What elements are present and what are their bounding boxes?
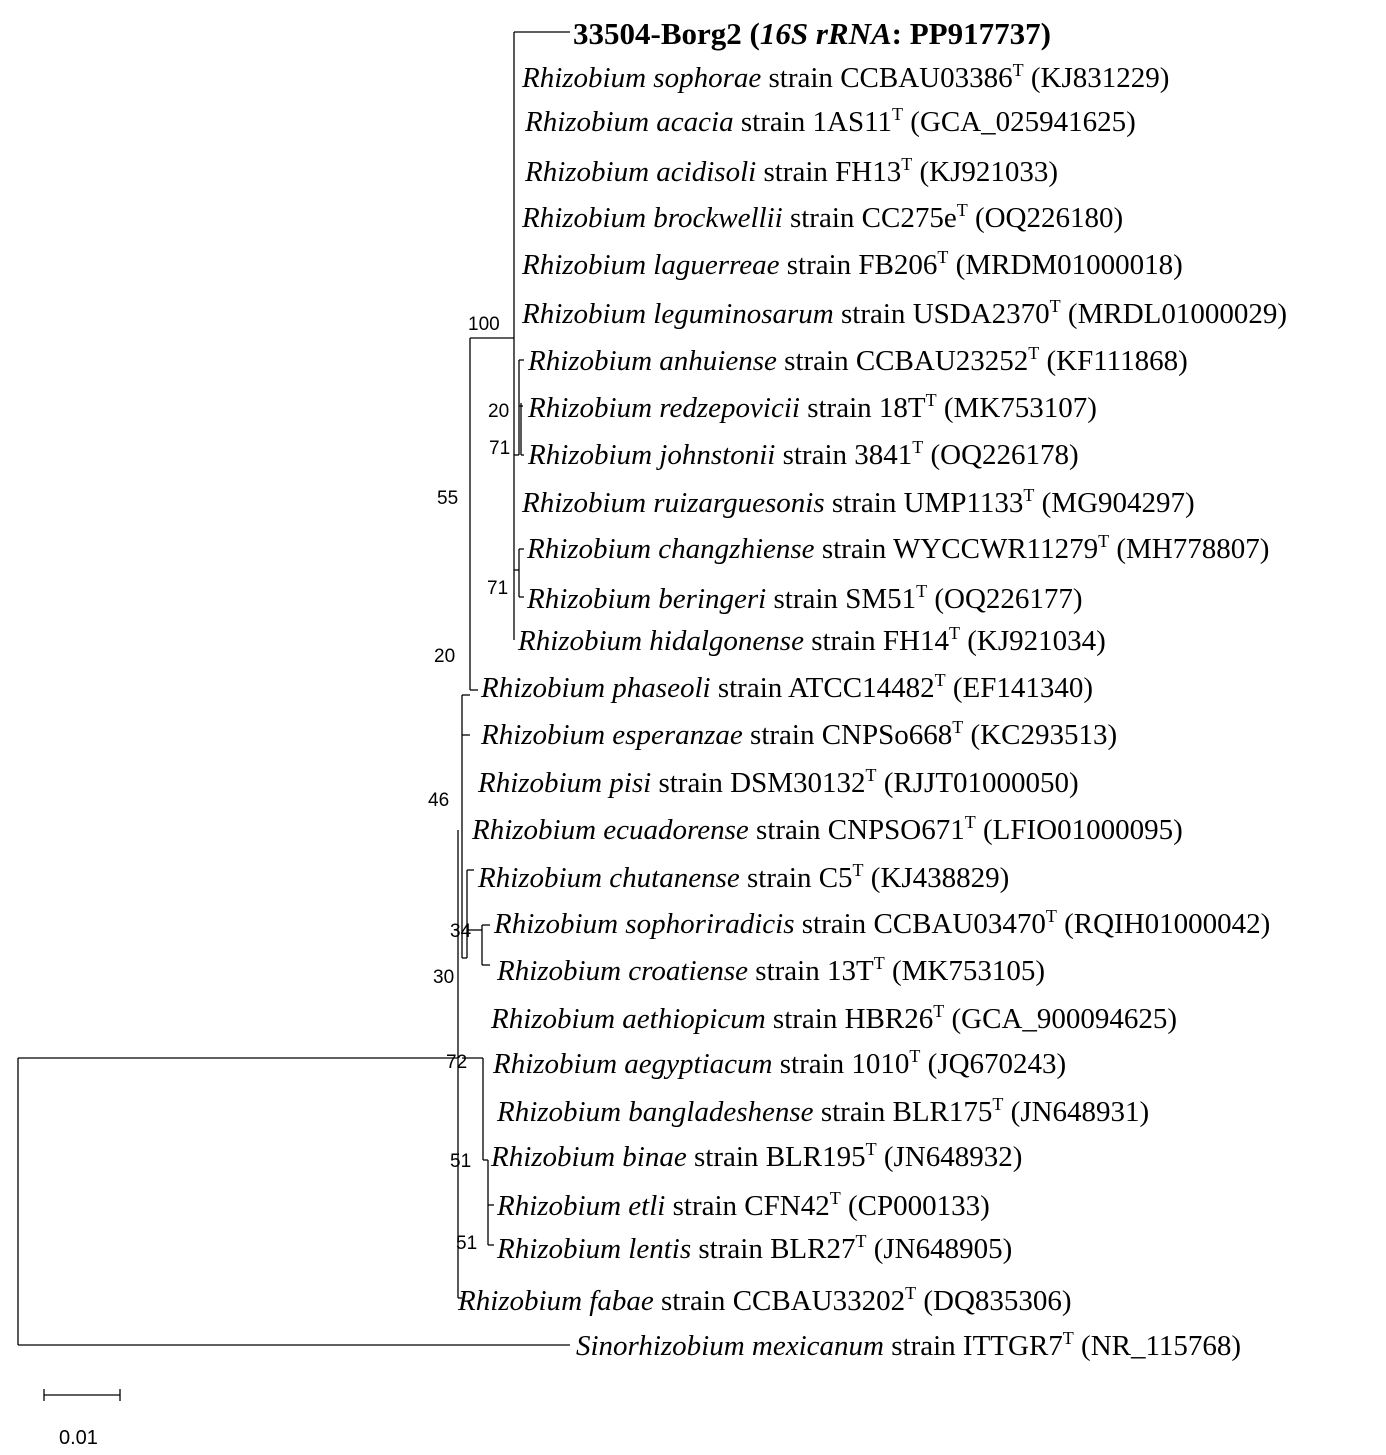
taxon-label [521,200,1123,234]
taxon-accession: (JN648905) [866,1233,1013,1265]
taxon-genus: Rhizobium acidisoli [525,156,757,188]
taxon-label [521,247,1183,281]
taxon-strain: 13T [826,955,874,987]
taxon-genus: Rhizobium beringeri [527,583,767,615]
taxon-strain: CCBAU23252 [855,345,1029,377]
taxon-accession: (RJJT01000050) [876,767,1079,799]
type-strain-mark: T [964,812,976,832]
type-strain-mark: T [873,953,885,973]
taxon-strain: CFN42 [744,1190,830,1222]
taxon-strain: SM51 [845,583,917,615]
taxon-label [471,812,1183,846]
taxon-label [492,1046,1066,1080]
taxon-strain-word: strain [782,202,862,234]
type-strain-mark: T [1098,531,1110,551]
taxon-strain: ATCC14482 [787,672,935,704]
taxon-accession: (OQ226178) [923,439,1079,471]
taxon-strain-word: strain [799,392,879,424]
taxon-genus: Rhizobium sophorae [522,62,762,94]
taxon-accession: (GCA_900094625) [944,1003,1178,1035]
taxon-strain: BLR175 [892,1096,993,1128]
taxon-strain-word: strain [794,908,874,940]
taxon-genus: Rhizobium sophoriradicis [494,908,795,940]
taxon-label [517,623,1106,657]
type-strain-mark: T [1062,1328,1074,1348]
taxon-label [496,1094,1149,1128]
bootstrap-value: 100 [468,314,500,335]
taxon-strain: CC275e [861,202,957,234]
taxon-label [477,860,1009,894]
taxon-label [490,1139,1022,1173]
taxon-genus: Rhizobium johnstonii [528,439,776,471]
taxon-genus: Rhizobium lentis [497,1233,692,1265]
taxon-accession: (MK753107) [936,392,1097,424]
bootstrap-value: 20 [434,646,456,667]
taxon-genus: Rhizobium ecuadorense [472,814,749,846]
taxon-label [480,670,1093,704]
taxon-genus: Rhizobium acacia [525,106,734,138]
taxon-strain-word: strain [651,767,731,799]
taxon-strain: FH13 [835,156,902,188]
taxon-label [480,717,1117,751]
taxon-strain: C5 [818,862,853,894]
type-strain-mark: T [901,154,913,174]
taxon-label [526,581,1083,615]
taxon-label [527,437,1079,471]
scale-bar [44,1389,120,1449]
taxon-strain-word: strain [761,62,841,94]
type-strain-mark: T [855,1231,867,1251]
taxon-strain-word: strain [766,583,846,615]
taxon-accession: (GCA_025941625) [903,106,1136,138]
bootstrap-value: 71 [487,578,509,599]
taxon-strain: FB206 [858,249,938,281]
taxon-genus: Rhizobium bangladeshense [497,1096,814,1128]
taxon-genus: Rhizobium ruizarguesonis [522,487,825,519]
type-strain-mark: T [905,1283,917,1303]
taxon-genus: Rhizobium aegyptiacum [493,1048,773,1080]
type-strain-mark: T [865,1139,877,1159]
taxon-label [576,1328,1241,1362]
taxon-accession: (JN648932) [876,1141,1023,1173]
taxon-accession: (KJ831229) [1023,62,1170,94]
taxon-label [477,765,1079,799]
bootstrap-value: 20 [488,401,510,422]
type-strain-mark: T [933,1001,945,1021]
type-strain-mark: T [916,581,928,601]
taxon-strain: DSM30132 [730,767,866,799]
taxon-accession: (MH778807) [1109,533,1270,565]
bootstrap-value: 72 [446,1052,468,1073]
taxon-genus: Rhizobium fabae [458,1285,654,1317]
query-taxon-label: 33504-Borg2 (16S rRNA: PP917737) [573,16,1051,51]
taxon-strain-word: strain [803,625,883,657]
taxon-strain-word: strain [883,1330,963,1362]
taxon-strain: CCBAU03386 [840,62,1013,94]
taxon-accession: (JN648931) [1003,1096,1150,1128]
taxon-label [524,104,1136,138]
taxon-genus: Rhizobium binae [491,1141,687,1173]
taxon-strain-word: strain [665,1190,745,1222]
taxon-label [524,154,1058,188]
type-strain-mark: T [934,670,946,690]
taxon-accession: (MK753105) [884,955,1045,987]
taxon-accession: (DQ835306) [916,1285,1072,1317]
taxon-accession: (NR_115768) [1073,1330,1242,1362]
taxon-label [521,60,1169,94]
scale-bar-label: 0.01 [59,1427,98,1449]
taxon-accession: (KC293513) [963,719,1118,751]
taxon-strain: CNPSo668 [821,719,953,751]
taxon-genus: Rhizobium hidalgonense [518,625,804,657]
taxon-strain-word: strain [710,672,788,704]
bootstrap-value: 34 [450,921,472,942]
type-strain-mark: T [909,1046,921,1066]
taxon-strain-word: strain [813,1096,893,1128]
taxon-strain-word: strain [686,1141,766,1173]
query-name: 33504-Borg2 [573,16,742,51]
taxon-label [496,1188,990,1222]
taxon-strain: 3841 [854,439,913,471]
type-strain-mark: T [829,1188,841,1208]
taxon-strain: CNPSO671 [827,814,965,846]
taxon-accession: (EF141340) [945,672,1093,704]
taxon-label [457,1283,1072,1317]
taxon-strain-word: strain [733,106,813,138]
taxon-accession: (MG904297) [1034,487,1195,519]
type-strain-mark: T [1023,485,1035,505]
taxon-strain-word: strain [814,533,893,565]
taxon-accession: (LFIO01000095) [975,814,1183,846]
taxon-strain-word: strain [824,487,904,519]
taxon-accession: (KJ438829) [863,862,1010,894]
type-strain-mark: T [865,765,877,785]
taxon-label [490,1001,1177,1035]
type-strain-mark: T [937,247,949,267]
taxon-accession: (KF111868) [1039,345,1188,377]
bootstrap-value: 71 [489,438,511,459]
taxon-label [496,1231,1012,1265]
taxon-genus: Rhizobium esperanzae [481,719,743,751]
taxon-strain-word: strain [653,1285,733,1317]
taxon-strain: 1AS11 [812,106,893,138]
type-strain-mark: T [892,104,904,124]
bootstrap-value: 55 [437,488,459,509]
taxon-strain: HBR26 [844,1003,934,1035]
taxon-accession: (RQIH01000042) [1056,908,1271,940]
taxon-strain-word: strain [739,862,819,894]
taxon-genus: Rhizobium changzhiense [527,533,815,565]
taxon-genus: Sinorhizobium mexicanum [576,1330,884,1362]
type-strain-mark: T [925,390,937,410]
taxon-strain: 1010 [851,1048,910,1080]
taxon-strain: UMP1133 [903,487,1024,519]
taxon-genus: Rhizobium laguerreae [522,249,780,281]
taxon-strain: FH14 [882,625,949,657]
taxon-strain-word: strain [833,298,913,330]
taxon-genus: Rhizobium aethiopicum [491,1003,766,1035]
taxon-accession: (KJ921034) [959,625,1106,657]
taxon-labels [457,60,1287,1362]
taxon-strain-word: strain [756,156,836,188]
taxon-genus: Rhizobium brockwellii [522,202,783,234]
taxon-accession: (OQ226177) [927,583,1083,615]
type-strain-mark: T [852,860,864,880]
bootstrap-value: 46 [428,790,450,811]
taxon-genus: Rhizobium phaseoli [481,672,711,704]
taxon-label [526,531,1269,565]
taxon-strain: CCBAU33202 [732,1285,906,1317]
type-strain-mark: T [952,717,964,737]
taxon-strain-word: strain [748,814,828,846]
taxon-label [521,296,1287,330]
taxon-genus: Rhizobium anhuiense [528,345,777,377]
taxon-label [493,906,1270,940]
type-strain-mark: T [912,437,924,457]
taxon-strain: 18T [878,392,926,424]
type-strain-mark: T [1049,296,1061,316]
taxon-genus: Rhizobium leguminosarum [522,298,834,330]
taxon-strain-word: strain [772,1048,852,1080]
taxon-strain-word: strain [748,955,827,987]
taxon-strain-word: strain [742,719,822,751]
taxon-strain: WYCCWR11279 [892,533,1099,565]
type-strain-mark: T [1045,906,1057,926]
taxon-accession: (MRDM01000018) [948,249,1183,281]
bootstrap-value: 30 [433,967,455,988]
taxon-genus: Rhizobium pisi [478,767,652,799]
taxon-strain: ITTGR7 [962,1330,1063,1362]
taxon-label [527,390,1097,424]
taxon-accession: (CP000133) [840,1190,990,1222]
query-accession: PP917737 [909,16,1041,51]
taxon-accession: (MRDL01000029) [1060,298,1288,330]
taxon-strain: BLR27 [770,1233,856,1265]
taxon-genus: Rhizobium chutanense [478,862,740,894]
taxon-accession: (OQ226180) [967,202,1124,234]
taxon-genus: Rhizobium etli [497,1190,666,1222]
taxon-label [521,485,1195,519]
bootstrap-value: 51 [450,1151,472,1172]
bootstrap-value: 51 [456,1233,478,1254]
taxon-label [527,343,1188,377]
type-strain-mark: T [992,1094,1004,1114]
type-strain-mark: T [948,623,960,643]
taxon-strain: BLR195 [765,1141,866,1173]
taxon-strain: USDA2370 [912,298,1050,330]
taxon-accession: (JQ670243) [920,1048,1067,1080]
taxon-strain-word: strain [765,1003,845,1035]
taxon-accession: (KJ921033) [912,156,1059,188]
taxon-label [496,953,1045,987]
type-strain-mark: T [1028,343,1040,363]
taxon-genus: Rhizobium croatiense [497,955,749,987]
taxon-strain-word: strain [691,1233,771,1265]
type-strain-mark: T [1012,60,1024,80]
taxon-strain-word: strain [775,439,855,471]
query-gene: 16S rRNA [759,16,892,51]
type-strain-mark: T [956,200,968,220]
taxon-strain: CCBAU03470 [873,908,1046,940]
taxon-genus: Rhizobium redzepovicii [528,392,800,424]
taxon-strain-word: strain [776,345,856,377]
taxon-strain-word: strain [779,249,859,281]
